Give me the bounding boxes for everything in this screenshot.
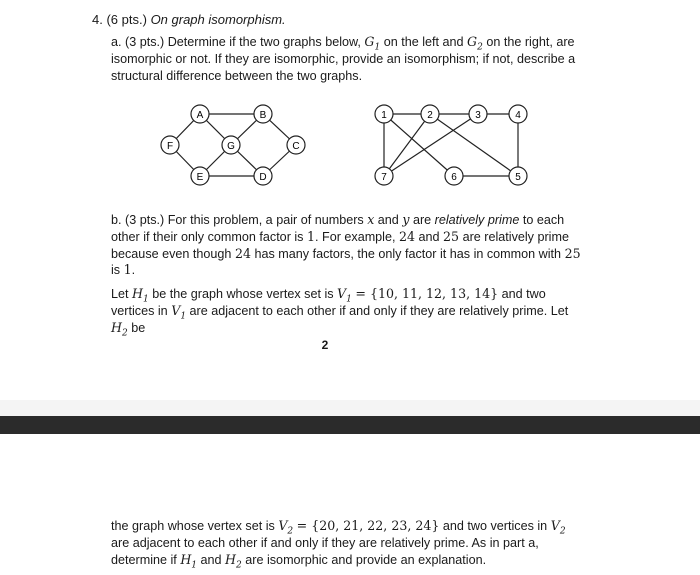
part-a-text xyxy=(111,34,581,84)
v2-symbol: $V_2$ xyxy=(278,518,294,537)
question-points: (6 pts.) xyxy=(106,12,147,27)
node-7-label: 7 xyxy=(381,172,387,183)
part-b-label: b. (3 pts.) xyxy=(111,213,165,227)
graph-g2 xyxy=(366,100,540,192)
node-f xyxy=(161,136,179,154)
node-b-label: B xyxy=(259,110,267,121)
node-2 xyxy=(421,105,439,123)
node-d xyxy=(254,167,272,185)
question-number: 4. xyxy=(92,12,103,27)
v1-set: = {10, 11, 12, 13, 14} xyxy=(355,286,499,301)
graph-g1 xyxy=(150,98,320,194)
node-4 xyxy=(509,105,527,123)
v2-set: = {20, 21, 22, 23, 24} xyxy=(296,518,440,533)
node-g xyxy=(222,136,240,154)
node-5-label: 5 xyxy=(515,172,521,183)
part-b-definition: Let $H_1$ be the graph whose vertex set is $V_1 = \{10$, 11, 12, 13, 14} and two vertices in $V_1$ are adjacent to each other if and only if they are relatively prime. Let $H_2$ be xyxy=(111,286,569,339)
part-b-continuation: the graph whose vertex set is $V_2 = \{20$, 21, 22, 23, 24} and two vertices in $V_2$ are adjacent to each other if and only if they are relatively prime. As in part a, determine if $H_1$ and $H_2$ are isomorphic and provide an explanation. xyxy=(111,518,566,571)
node-e-label: E xyxy=(196,172,204,183)
node-4-label: 4 xyxy=(515,110,521,121)
part-a-label: a. (3 pts.) xyxy=(111,35,165,49)
node-1 xyxy=(375,105,393,123)
node-a xyxy=(191,105,209,123)
node-c xyxy=(287,136,305,154)
edge-2-7 xyxy=(384,114,430,176)
g2-symbol: $G_2$ xyxy=(467,34,483,53)
node-f-label: F xyxy=(166,141,174,152)
question-title: On graph isomorphism. xyxy=(150,12,286,27)
h2-symbol: $H_2$ xyxy=(111,319,128,339)
part-b-text: b. (3 pts.) For this problem, a pair of numbers x and y are relatively prime to each other if their only common factor is 1. For example, 24 and 25 are relatively prime because even though 24 has many factors, the only factor it has in common with 25 is 1. xyxy=(111,212,581,278)
node-g-label: G xyxy=(227,141,235,152)
node-a-label: A xyxy=(196,110,204,121)
part-a-text-3: on the right, are isomorphic or not. If they are isomorphic, provide an isomorphism; if not, describe a structural difference between the two graphs. xyxy=(111,35,576,83)
node-e xyxy=(191,167,209,185)
node-7 xyxy=(375,167,393,185)
part-a-text-2: on the left and xyxy=(383,35,464,49)
part-a-text-1: Determine if the two graphs below, xyxy=(167,35,361,49)
node-1-label: 1 xyxy=(381,110,387,121)
node-2-label: 2 xyxy=(427,110,433,121)
g1-symbol: $G_1$ xyxy=(364,34,381,53)
var-y: y xyxy=(402,212,410,227)
h1-symbol: $H_1$ xyxy=(132,286,149,305)
node-5 xyxy=(509,167,527,185)
page-number: 2 xyxy=(321,338,329,352)
v1-symbol: $V_1$ xyxy=(337,286,352,305)
node-d-label: D xyxy=(259,172,267,183)
node-6 xyxy=(445,167,463,185)
page-divider-bar xyxy=(0,416,700,434)
node-3-label: 3 xyxy=(475,110,481,121)
graph-g2-edges xyxy=(384,114,518,176)
page-gap xyxy=(0,400,700,416)
term-relatively-prime: relatively prime xyxy=(434,213,520,227)
node-b xyxy=(254,105,272,123)
node-6-label: 6 xyxy=(451,172,457,183)
question-heading xyxy=(92,12,286,29)
node-c-label: C xyxy=(292,141,300,152)
node-3 xyxy=(469,105,487,123)
var-x: x xyxy=(367,212,375,227)
